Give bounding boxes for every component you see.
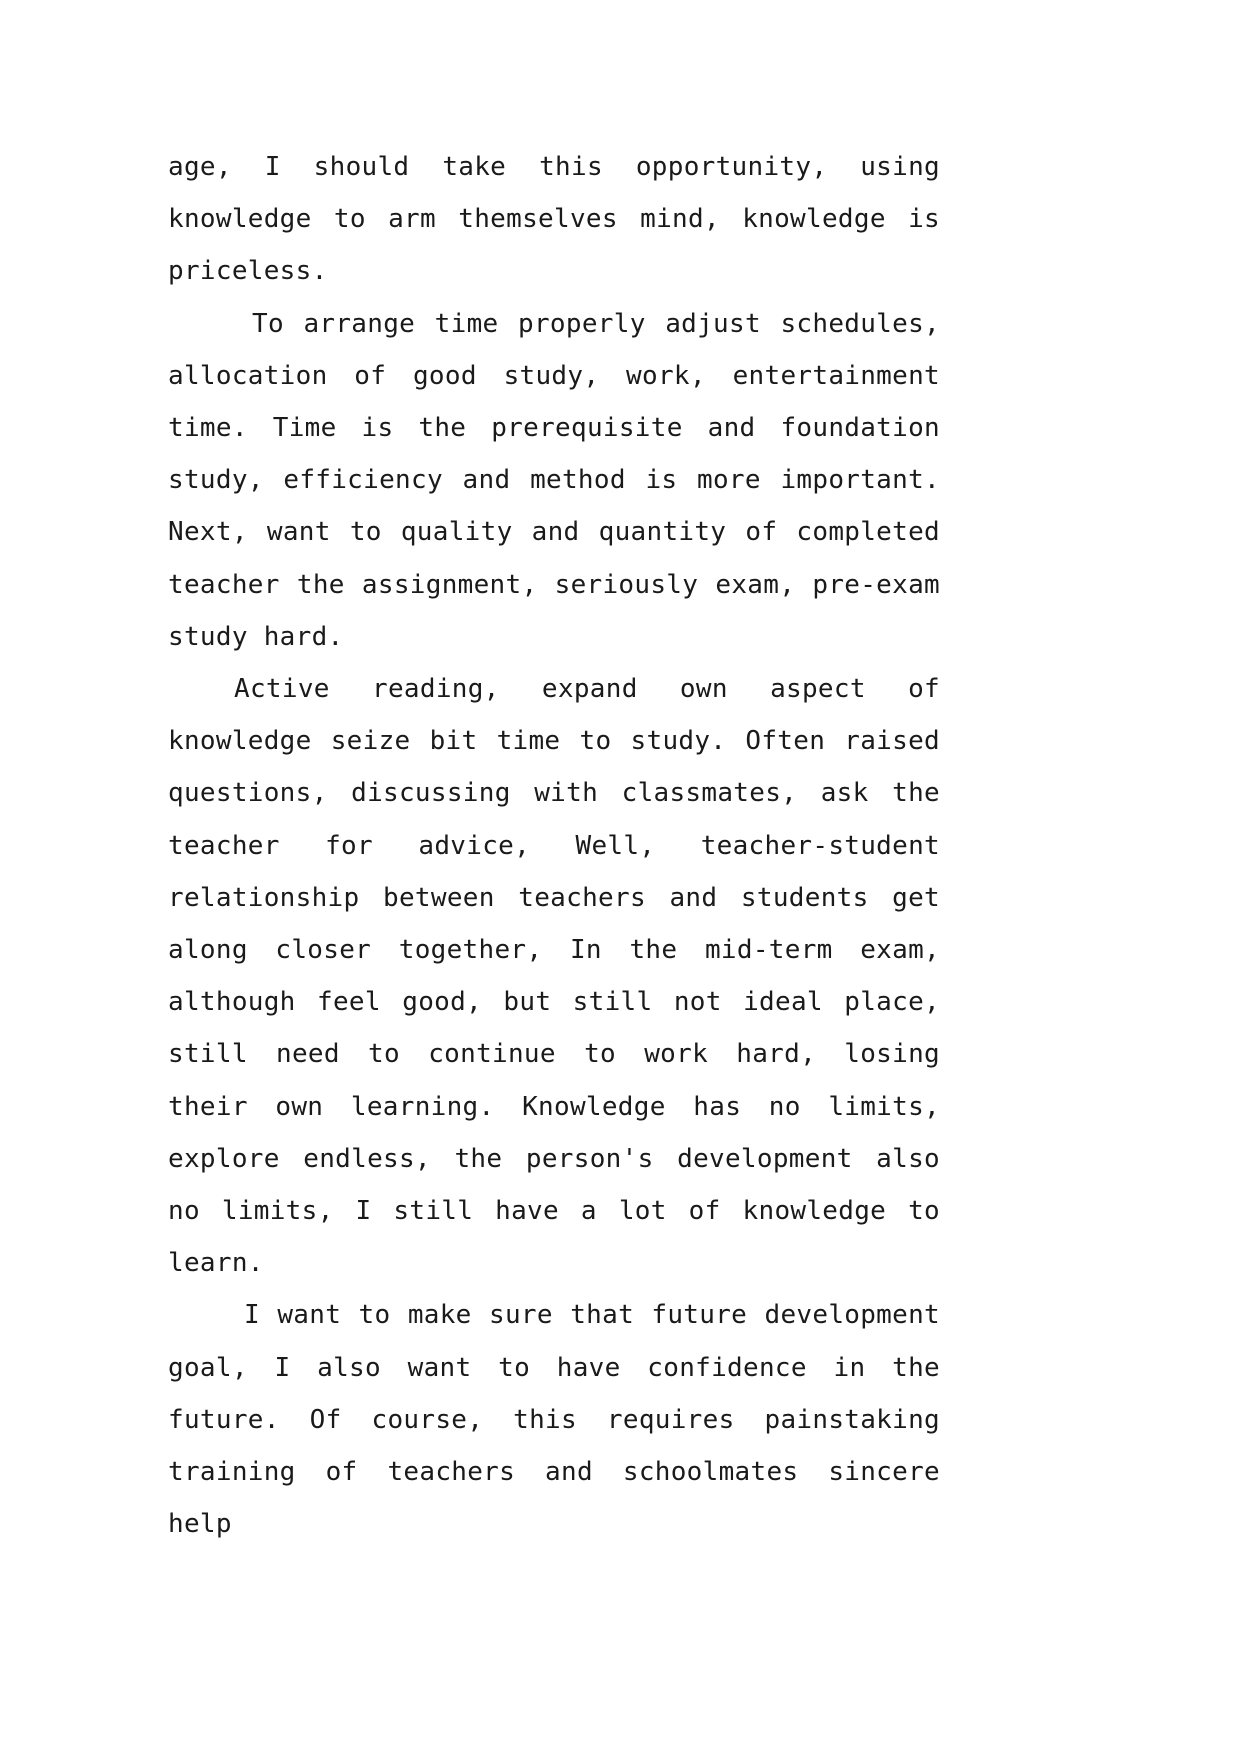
paragraph-3: Active reading, expand own aspect of knowledge seize bit time to study. Often raised questions, discussing with classmates, ask the teacher for advice, Well, teacher-student relationship between teachers and students get along closer together, In the mid-term exam, although feel good, but still not ideal place, still need to continue to work hard, losing their own learning. Knowledge has no limits, explore endless, the person's development also no limits, I still have a lot of knowledge to learn.: [168, 674, 940, 1279]
paragraph-2: To arrange time properly adjust schedules, allocation of good study, work, entertainment time. Time is the prerequisite and foundation study, efficiency and method is more important. Next, want to quality and quantity of completed teacher the assignment, seriously exam, pre-exam study hard.: [168, 308, 940, 652]
paragraph-1: age, I should take this opportunity, using knowledge to arm themselves mind, knowledge is priceless.: [168, 152, 940, 287]
document-body: [168, 141, 940, 1550]
paragraph-4: I want to make sure that future development goal, I also want to have confidence in the future. Of course, this requires painstaking training of teachers and schoolmates sincere help: [168, 1300, 940, 1540]
